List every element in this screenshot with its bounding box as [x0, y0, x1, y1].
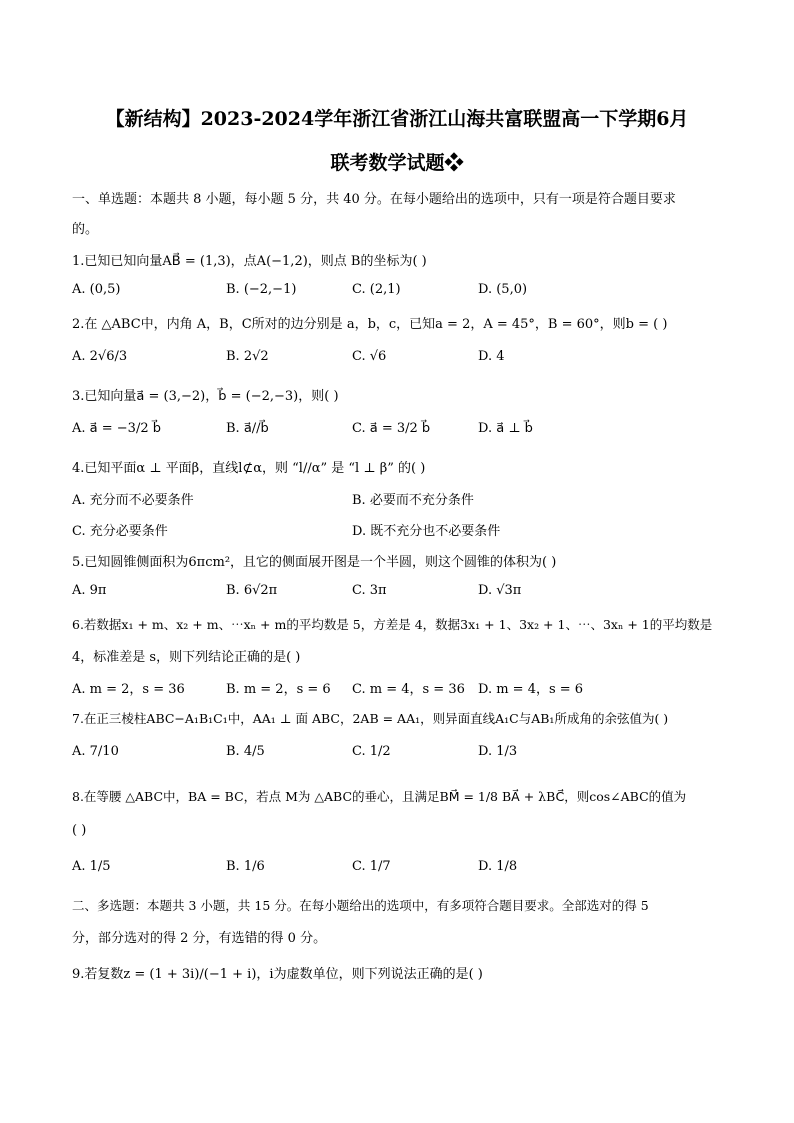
- section2-heading-line1: 二、多选题：本题共 3 小题，共 15 分。在每小题给出的选项中，有多项符合题目要求。全部选对的得 5: [72, 898, 649, 913]
- q2-option-d: D. 4: [478, 349, 505, 364]
- q9-stem: 9.若复数z = (1 + 3i)/(−1 + i)，i为虚数单位，则下列说法正确的是( ): [72, 967, 483, 982]
- q4-stem: 4.已知平面α ⊥ 平面β，直线l⊄α，则 “l//α” 是 “l ⊥ β” 的( ): [72, 461, 426, 476]
- q5-option-c: C. 3π: [352, 583, 387, 598]
- q1-option-b: B. (−2,−1): [226, 282, 297, 297]
- q8-option-c: C. 1/7: [352, 859, 391, 874]
- section1-heading-line2: 的。: [72, 222, 99, 237]
- q7-stem: 7.在正三棱柱ABC−A₁B₁C₁中，AA₁ ⊥ 面 ABC，2AB = AA₁，则异面直线A₁C与AB₁所成角的余弦值为( ): [72, 711, 669, 726]
- q8-option-d: D. 1/8: [478, 859, 518, 874]
- q5-option-a: A. 9π: [72, 583, 107, 598]
- doc-title-line1: 【新结构】2023-2024学年浙江省浙江山海共富联盟高一下学期6月: [105, 108, 689, 130]
- q7-option-b: B. 4/5: [226, 744, 265, 759]
- q3-option-b: B. a⃗//b⃗: [226, 421, 269, 436]
- q6-option-c: C. m = 4，s = 36: [352, 682, 465, 697]
- section2-heading-line2: 分，部分选对的得 2 分，有选错的得 0 分。: [72, 931, 327, 946]
- q3-option-d: D. a⃗ ⊥ b⃗: [478, 421, 533, 436]
- q6-option-d: D. m = 4，s = 6: [478, 682, 584, 697]
- q1-stem: 1.已知已知向量AB⃗ = (1,3)，点A(−1,2)，则点 B的坐标为( ): [72, 254, 427, 269]
- q4-option-a: A. 充分而不必要条件: [72, 493, 194, 508]
- q6-stem-line2: 4，标准差是 s，则下列结论正确的是( ): [72, 650, 301, 665]
- q3-stem: 3.已知向量a⃗ = (3,−2)，b⃗ = (−2,−3)，则( ): [72, 389, 339, 404]
- q8-stem-line2: ( ): [72, 823, 87, 838]
- q2-option-b: B. 2√2: [226, 349, 269, 364]
- q6-option-b: B. m = 2，s = 6: [226, 682, 331, 697]
- q5-option-b: B. 6√2π: [226, 583, 278, 598]
- q3-option-c: C. a⃗ = 3/2 b⃗: [352, 421, 431, 436]
- q5-stem: 5.已知圆锥侧面积为6πcm²，且它的侧面展开图是一个半圆，则这个圆锥的体积为( ): [72, 555, 557, 570]
- q4-option-d: D. 既不充分也不必要条件: [352, 524, 501, 539]
- q1-option-a: A. (0,5): [72, 282, 121, 297]
- section1-heading-line1: 一、单选题：本题共 8 小题，每小题 5 分，共 40 分。在每小题给出的选项中，只有一项是符合题目要求: [72, 192, 676, 207]
- q8-stem-line1: 8.在等腰 △ABC中，BA = BC，若点 M为 △ABC的垂心，且满足BM⃗ = 1/8 BA⃗ + λBC⃗，则cos∠ABC的值为: [72, 789, 687, 804]
- doc-title-line2: 联考数学试题❖: [330, 152, 464, 174]
- q7-option-c: C. 1/2: [352, 744, 391, 759]
- q6-option-a: A. m = 2，s = 36: [72, 682, 185, 697]
- q4-option-c: C. 充分必要条件: [72, 524, 168, 539]
- q2-option-a: A. 2√6/3: [72, 349, 128, 364]
- q8-option-a: A. 1/5: [72, 859, 111, 874]
- q3-option-a: A. a⃗ = −3/2 b⃗: [72, 421, 161, 436]
- q6-stem-line1: 6.若数据x₁ + m、x₂ + m、⋯xₙ + m的平均数是 5，方差是 4，数据3x₁ + 1、3x₂ + 1、⋯、3xₙ + 1的平均数是: [72, 617, 713, 632]
- q2-option-c: C. √6: [352, 349, 387, 364]
- q5-option-d: D. √3π: [478, 583, 522, 598]
- q4-option-b: B. 必要而不充分条件: [352, 493, 474, 508]
- q1-option-c: C. (2,1): [352, 282, 401, 297]
- q7-option-d: D. 1/3: [478, 744, 518, 759]
- q7-option-a: A. 7/10: [72, 744, 119, 759]
- q8-option-b: B. 1/6: [226, 859, 265, 874]
- q2-stem: 2.在 △ABC中，内角 A，B，C所对的边分别是 a，b，c，已知a = 2，A = 45°，B = 60°，则b = ( ): [72, 317, 668, 332]
- q1-option-d: D. (5,0): [478, 282, 528, 297]
